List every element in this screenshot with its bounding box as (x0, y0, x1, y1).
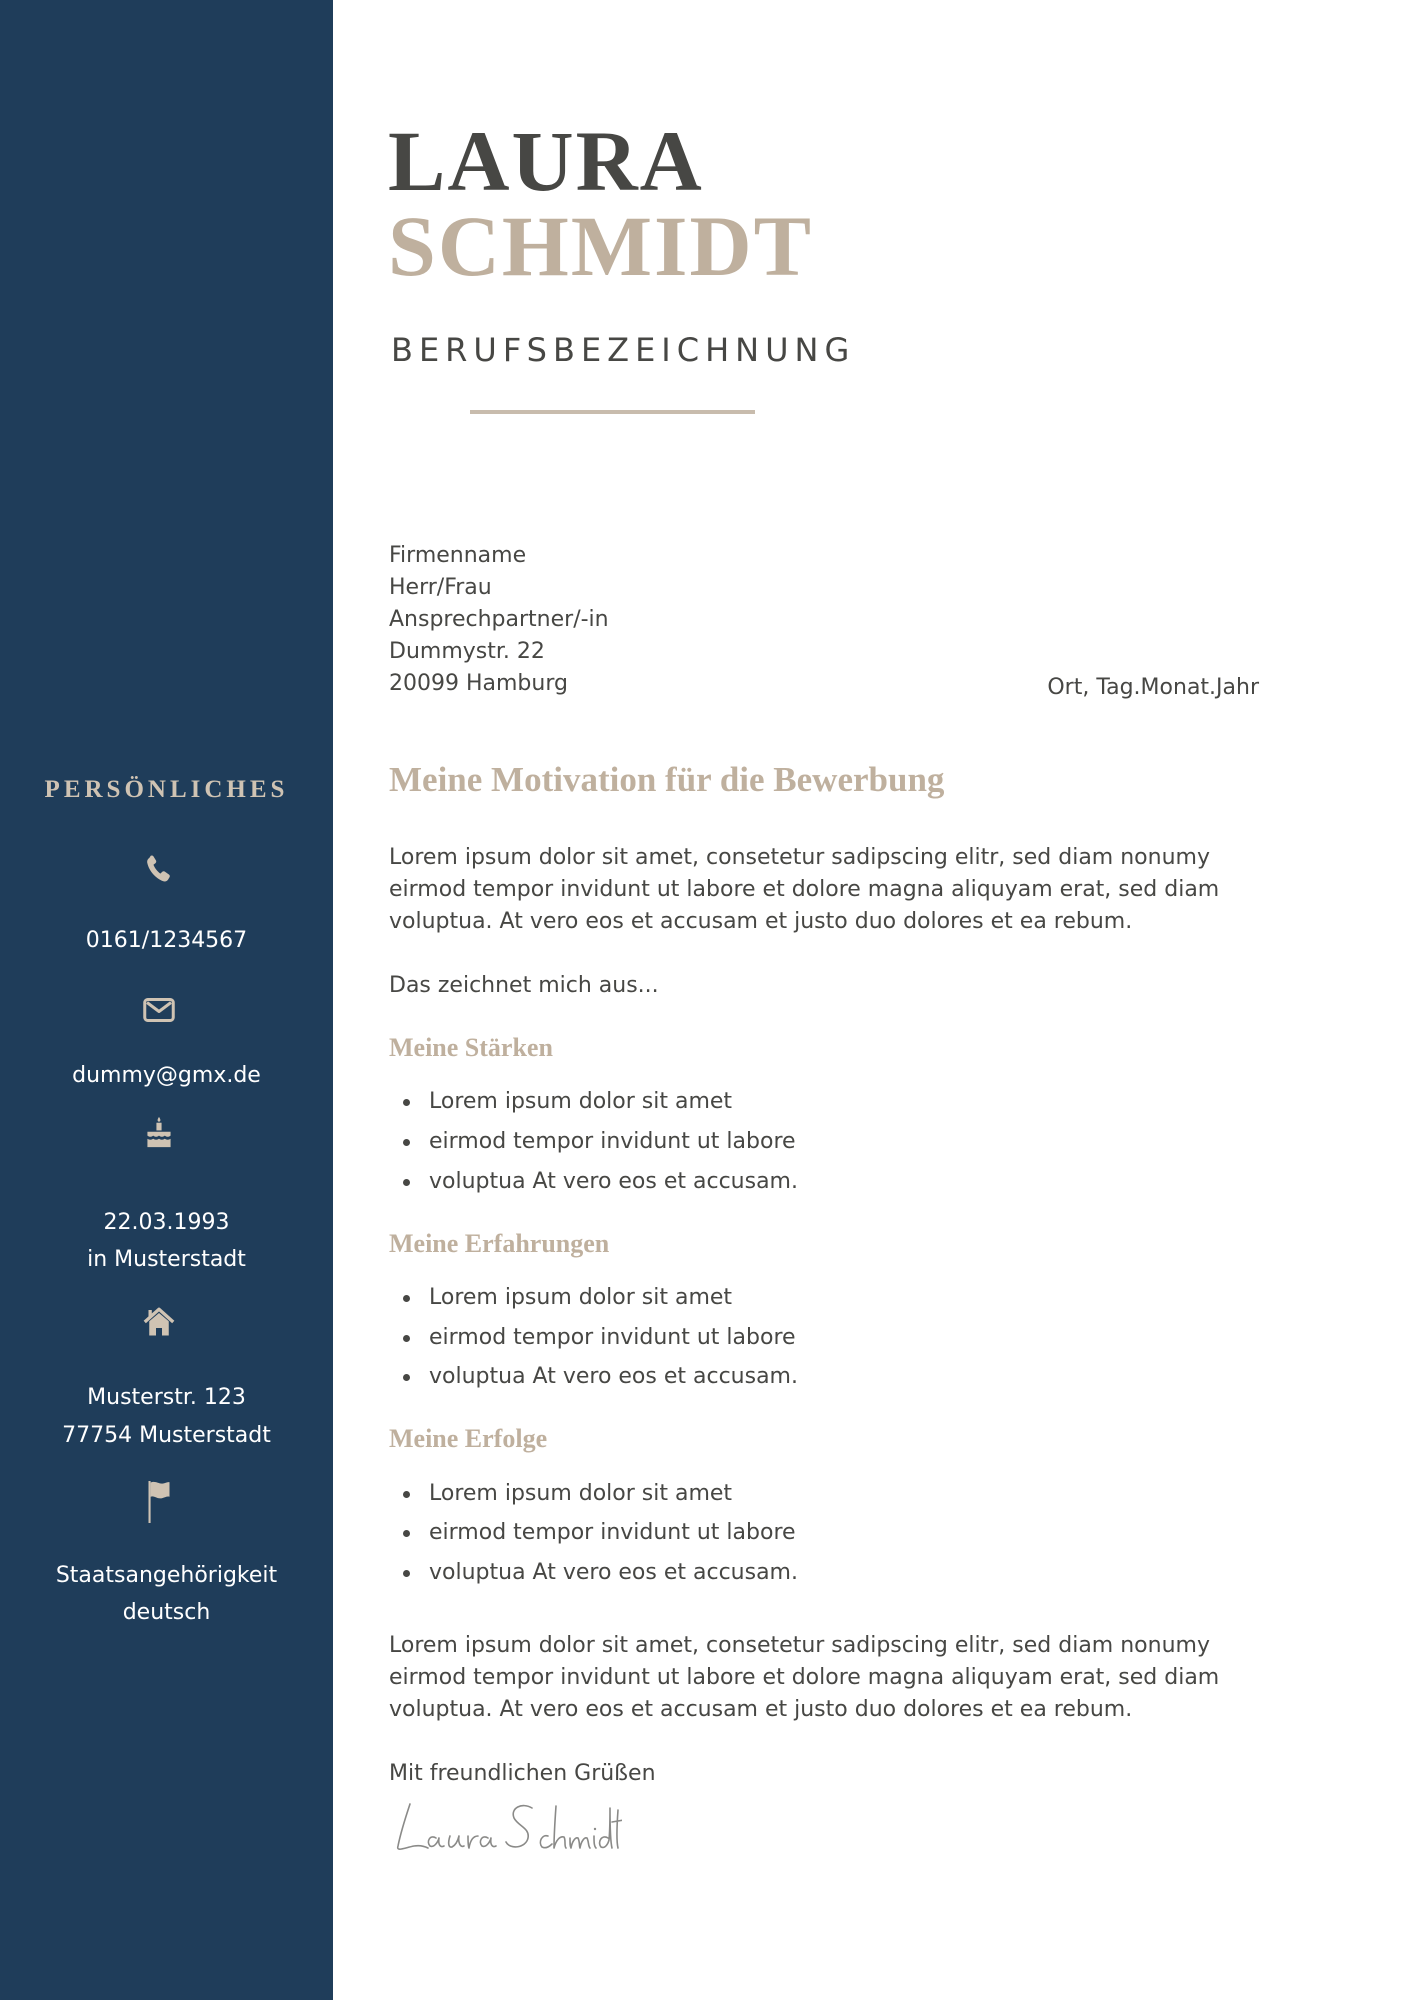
phone-number: 0161/1234567 (85, 928, 248, 953)
bullet-icon (403, 1374, 410, 1381)
section-title-erfahrungen: Meine Erfahrungen (389, 1229, 610, 1258)
bullet-icon (403, 1491, 410, 1498)
bullet-icon (403, 1530, 410, 1537)
section-title-staerken: Meine Stärken (389, 1033, 553, 1062)
closing-line: eirmod tempor invidunt ut labore et dolore magna aliquyam erat, sed diam (389, 1665, 1220, 1690)
letter-heading: Meine Motivation für die Bewerbung (389, 760, 945, 799)
place-date: Ort, Tag.Monat.Jahr (1047, 675, 1259, 700)
cake-icon (141, 1115, 177, 1151)
birth-date: 22.03.1993 (103, 1210, 230, 1235)
bullet-icon (403, 1570, 410, 1577)
first-name: LAURA (388, 113, 704, 209)
bullet-icon (403, 1099, 410, 1106)
email-address: dummy@gmx.de (72, 1063, 261, 1088)
list-item: voluptua At vero eos et accusam. (429, 1364, 798, 1389)
list-item: Lorem ipsum dolor sit amet (429, 1089, 733, 1114)
lead-in: Das zeichnet mich aus... (389, 973, 659, 998)
flag-icon (141, 1478, 177, 1526)
closing-line: Lorem ipsum dolor sit amet, consetetur sadipscing elitr, sed diam nonumy (389, 1633, 1210, 1658)
mail-icon (141, 992, 177, 1028)
intro-line: Lorem ipsum dolor sit amet, consetetur sadipscing elitr, sed diam nonumy (389, 845, 1210, 870)
sidebar-title: PERSÖNLICHES (44, 776, 289, 803)
list-item: Lorem ipsum dolor sit amet (429, 1285, 733, 1310)
list-item: eirmod tempor invidunt ut labore (429, 1129, 796, 1154)
birth-place: in Musterstadt (87, 1247, 246, 1272)
closing-line: voluptua. At vero eos et accusam et justo duo dolores et ea rebum. (389, 1697, 1133, 1722)
list-item: Lorem ipsum dolor sit amet (429, 1481, 733, 1506)
last-name: SCHMIDT (388, 198, 813, 294)
street: Musterstr. 123 (87, 1385, 246, 1410)
recipient-street: Dummystr. 22 (389, 639, 545, 664)
header-divider (470, 410, 755, 414)
bullet-icon (403, 1335, 410, 1342)
list-item: eirmod tempor invidunt ut labore (429, 1325, 796, 1350)
greeting: Mit freundlichen Grüßen (389, 1761, 656, 1786)
section-title-erfolge: Meine Erfolge (389, 1424, 548, 1453)
recipient-city: 20099 Hamburg (389, 671, 568, 696)
intro-line: voluptua. At vero eos et accusam et justo duo dolores et ea rebum. (389, 909, 1133, 934)
intro-line: eirmod tempor invidunt ut labore et dolore magna aliquyam erat, sed diam (389, 877, 1220, 902)
recipient-contact: Ansprechpartner/-in (389, 607, 609, 632)
job-title: BERUFSBEZEICHNUNG (391, 331, 856, 369)
bullet-icon (403, 1179, 410, 1186)
house-icon (141, 1304, 177, 1340)
nationality-value: deutsch (122, 1600, 211, 1625)
list-item: voluptua At vero eos et accusam. (429, 1560, 798, 1585)
list-item: eirmod tempor invidunt ut labore (429, 1520, 796, 1545)
recipient-company: Firmenname (389, 543, 527, 568)
bullet-icon (403, 1139, 410, 1146)
city: 77754 Musterstadt (62, 1423, 271, 1448)
bullet-icon (403, 1295, 410, 1302)
nationality-label: Staatsangehörigkeit (55, 1563, 278, 1588)
recipient-salutation: Herr/Frau (389, 575, 492, 600)
phone-icon (141, 852, 177, 888)
signature (392, 1796, 622, 1856)
list-item: voluptua At vero eos et accusam. (429, 1169, 798, 1194)
